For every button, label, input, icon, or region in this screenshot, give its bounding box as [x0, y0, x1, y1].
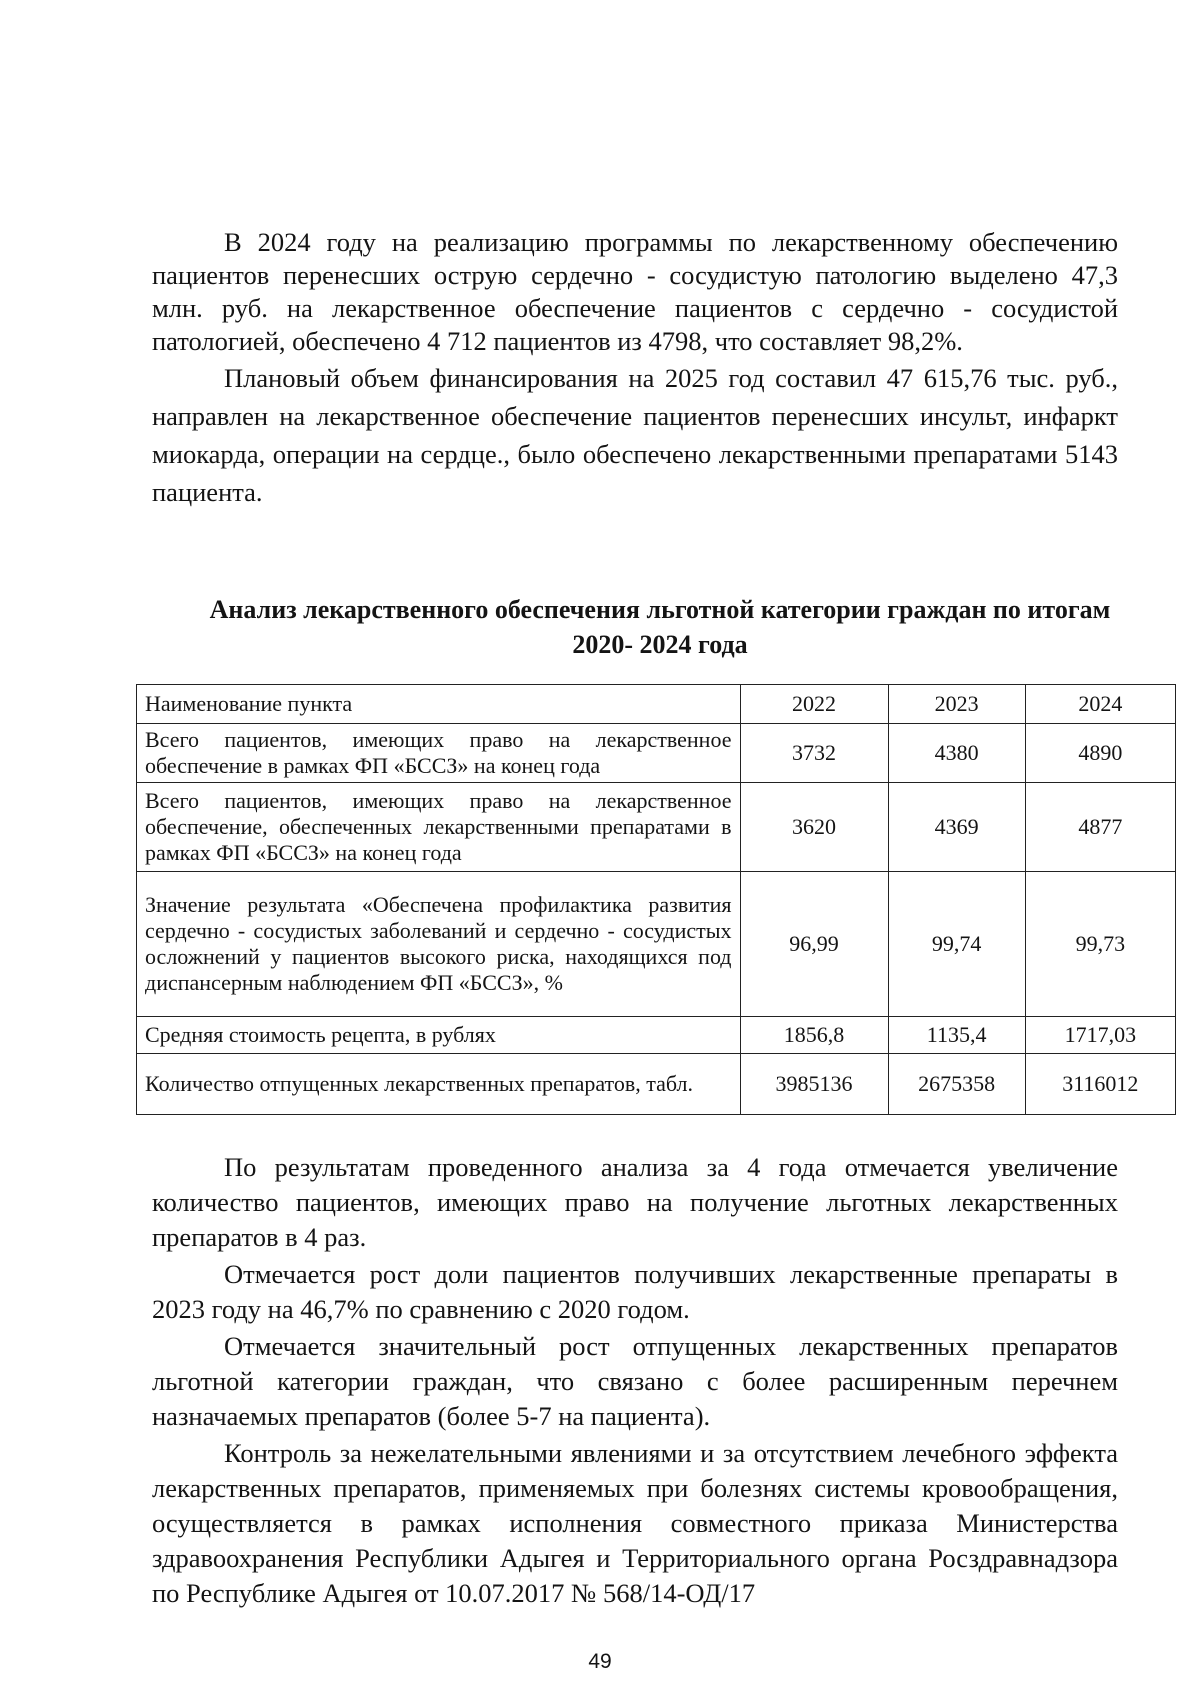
row-label: Значение результата «Обеспечена профилактика развития сердечно - сосудистых заболеваний и сердечно - сосудистых осложнений у пациентов высокого риска, находящихся под диспансерным наблюдением ФП «БССЗ», % — [137, 872, 741, 1017]
cell-value: 1856,8 — [740, 1017, 888, 1054]
page-number: 49 — [588, 1650, 612, 1673]
cell-value: 1717,03 — [1025, 1017, 1175, 1054]
conclusion-section — [152, 1150, 1118, 1611]
cell-value: 3985136 — [740, 1054, 888, 1115]
row-label: Всего пациентов, имеющих право на лекарственное обеспечение в рамках ФП «БССЗ» на конец года — [137, 724, 741, 783]
cell-value: 3620 — [740, 783, 888, 872]
table-row — [137, 1054, 1176, 1115]
intro-section — [152, 226, 1118, 511]
paragraph: Контроль за нежелательными явлениями и за отсутствием лечебного эффекта лекарственных препаратов, применяемых при болезнях системы кровообращения, осуществляется в рамках исполнения совместного приказа Министерства здравоохранения Республики Адыгея и Территориального органа Росздравнадзора по Республике Адыгея от 10.07.2017 № 568/14-ОД/17 — [152, 1438, 1118, 1608]
cell-value: 99,73 — [1025, 872, 1175, 1017]
table-row — [137, 872, 1176, 1017]
cell-value: 1135,4 — [888, 1017, 1025, 1054]
header-cell: Наименование пункта — [137, 685, 741, 724]
row-label: Всего пациентов, имеющих право на лекарственное обеспечение, обеспеченных лекарственными препаратами в рамках ФП «БССЗ» на конец года — [137, 783, 741, 872]
cell-value: 2675358 — [888, 1054, 1025, 1115]
paragraph: По результатам проведенного анализа за 4 года отмечается увеличение количество пациентов, имеющих право на получение льготных лекарственных препаратов в 4 раз. — [152, 1152, 1118, 1252]
cell-value: 3732 — [740, 724, 888, 783]
cell-value: 96,99 — [740, 872, 888, 1017]
header-cell: 2022 — [740, 685, 888, 724]
table-row — [137, 1017, 1176, 1054]
paragraph: В 2024 году на реализацию программы по лекарственному обеспечению пациентов перенесших острую сердечно - сосудистую патологию выделено 47,3 млн. руб. на лекарственное обеспечение пациентов с сердечно - сосудистой патологией, обеспечено 4 712 пациентов из 4798, что составляет 98,2%. — [152, 227, 1118, 356]
table-title: Анализ лекарственного обеспечения льготной категории граждан по итогам 2020- 2024 года — [209, 595, 1111, 659]
cell-value: 4380 — [888, 724, 1025, 783]
cell-value: 3116012 — [1025, 1054, 1175, 1115]
table-row — [137, 724, 1176, 783]
data-table — [136, 684, 1176, 1115]
table-header-row — [137, 685, 1176, 724]
row-label: Средняя стоимость рецепта, в рублях — [137, 1017, 741, 1054]
cell-value: 4369 — [888, 783, 1025, 872]
cell-value: 4877 — [1025, 783, 1175, 872]
cell-value: 4890 — [1025, 724, 1175, 783]
paragraph: Отмечается значительный рост отпущенных лекарственных препаратов льготной категории граждан, что связано с более расширенным перечнем назначаемых препаратов (более 5-7 на пациента). — [152, 1331, 1118, 1431]
table-row — [137, 783, 1176, 872]
paragraph: Отмечается рост доли пациентов получивших лекарственные препараты в 2023 году на 46,7% по сравнению с 2020 годом. — [152, 1259, 1118, 1324]
cell-value: 99,74 — [888, 872, 1025, 1017]
header-cell: 2023 — [888, 685, 1025, 724]
paragraph: Плановый объем финансирования на 2025 год составил 47 615,76 тыс. руб., направлен на лекарственное обеспечение пациентов перенесших инсульт, инфаркт миокарда, операции на сердце., было обеспечено лекарственными препаратами 5143 пациента. — [152, 363, 1118, 507]
row-label: Количество отпущенных лекарственных препаратов, табл. — [137, 1054, 741, 1115]
header-cell: 2024 — [1025, 685, 1175, 724]
